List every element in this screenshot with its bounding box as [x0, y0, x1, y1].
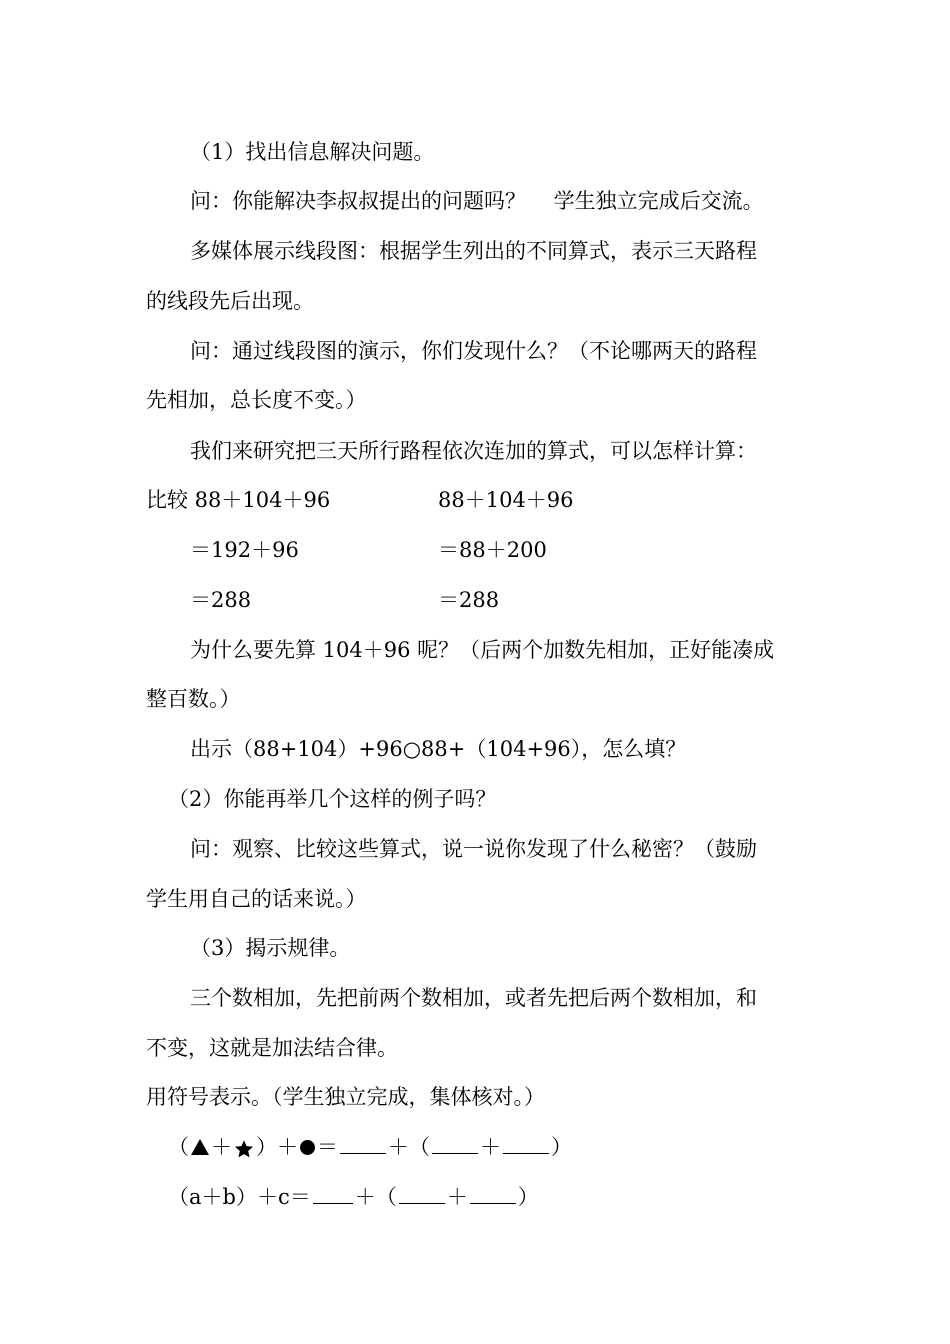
formula-text: （a＋b）＋c＝ — [168, 1185, 311, 1209]
paragraph-line: （3）揭示规律。 — [190, 936, 351, 960]
symbol-formula — [168, 1132, 572, 1162]
paragraph-line: 出示（88+104）+96○88+（104+96），怎么填？ — [190, 737, 687, 761]
paragraph-line: 问：观察、比较这些算式，说一说你发现了什么秘密？（鼓励 — [190, 837, 757, 861]
formula-text: ＋ — [446, 1185, 468, 1209]
paragraph-line: 三个数相加，先把前两个数相加，或者先把后两个数相加，和 — [190, 986, 757, 1010]
paragraph-line: 用符号表示。（学生独立完成，集体核对。） — [146, 1085, 545, 1109]
star-icon — [234, 1139, 254, 1159]
calc-left-line: ＝288 — [190, 588, 252, 612]
formula-text: ＋ — [211, 1135, 232, 1159]
paragraph-line: 整百数。） — [146, 687, 241, 711]
answer-blank[interactable] — [399, 1185, 445, 1204]
paragraph-line: 先相加，总长度不变。） — [146, 388, 367, 412]
formula-text: ＋（ — [354, 1185, 397, 1209]
answer-blank[interactable] — [313, 1185, 353, 1204]
answer-blank[interactable] — [432, 1135, 478, 1154]
paragraph-line: 多媒体展示线段图：根据学生列出的不同算式，表示三天路程 — [190, 239, 757, 263]
formula-text: ＝ — [317, 1135, 338, 1159]
paragraph-line: 学生用自己的话来说。） — [146, 887, 367, 911]
paragraph-line: 不变，这就是加法结合律。 — [146, 1036, 398, 1060]
circle-icon — [300, 1140, 315, 1155]
calc-left-line: 比较 88＋104＋96 — [146, 488, 331, 512]
paragraph-line: 我们来研究把三天所行路程依次连加的算式，可以怎样计算： — [190, 439, 757, 463]
formula-text: ）＋ — [256, 1135, 298, 1159]
formula-text: （ — [168, 1135, 189, 1159]
letter-formula — [168, 1182, 539, 1212]
paragraph-line: 的线段先后出现。 — [146, 289, 314, 313]
paragraph-line: 问：通过线段图的演示，你们发现什么？（不论哪两天的路程 — [190, 339, 757, 363]
answer-blank[interactable] — [503, 1135, 549, 1154]
paragraph-line: （1）找出信息解决问题。 — [190, 140, 435, 164]
formula-text: ＋ — [480, 1135, 501, 1159]
answer-blank[interactable] — [470, 1185, 516, 1204]
formula-text: ＋（ — [388, 1135, 430, 1159]
formula-text: ） — [551, 1135, 572, 1159]
paragraph-line: 问：你能解决李叔叔提出的问题吗？ 学生独立完成后交流。 — [190, 189, 764, 213]
answer-blank[interactable] — [340, 1135, 386, 1154]
triangle-icon — [191, 1139, 209, 1155]
formula-text: ） — [517, 1185, 539, 1209]
calc-right-line: 88＋104＋96 — [438, 488, 574, 512]
paragraph-line: 为什么要先算 104＋96 呢？（后两个加数先相加，正好能凑成 — [190, 638, 775, 662]
calc-right-line: ＝88＋200 — [438, 538, 547, 562]
paragraph-line: （2）你能再举几个这样的例子吗？ — [168, 787, 497, 811]
calc-left-line: ＝192＋96 — [190, 538, 299, 562]
calc-right-line: ＝288 — [438, 588, 500, 612]
